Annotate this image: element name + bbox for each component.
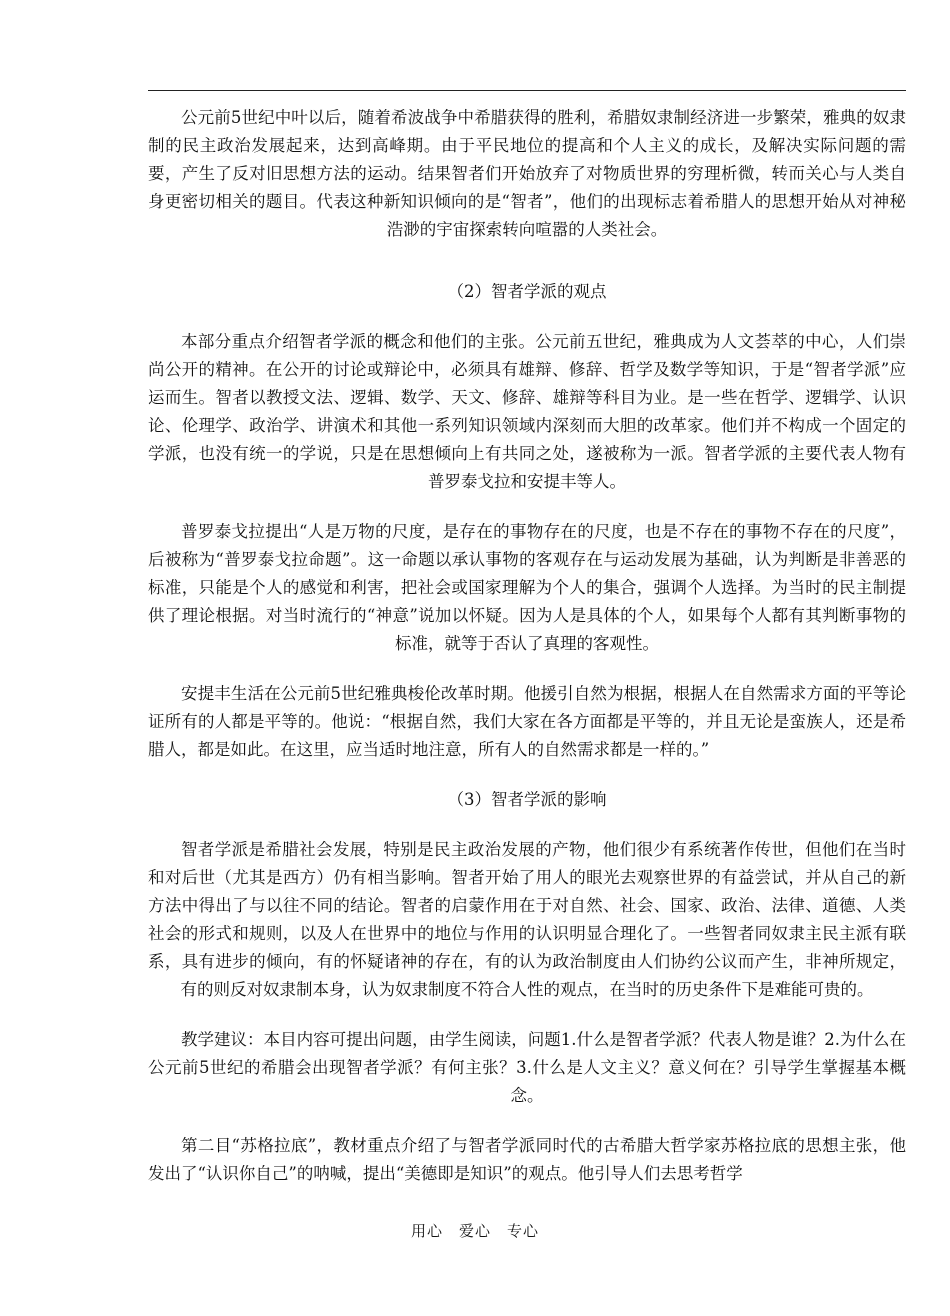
paragraph-background: 公元前5世纪中叶以后，随着希波战争中希腊获得的胜利，希腊奴隶制经济进一步繁荣，雅典的奴隶制的民主政治发展起来，达到高峰期。由于平民地位的提高和个人主义的成长，及解决实际问题的需要，产生了反对旧思想方法的运动。结果智者们开始放弃了对物质世界的穷理析微，转而关心与人类自身更密切相关的题目。代表这种新知识倾向的是“智者”，他们的出现标志着希腊人的思想开始从对神秘浩渺的宇宙探索转向喧嚣的人类社会。	[148, 108, 906, 239]
paragraph-influence: 智者学派是希腊社会发展，特别是民主政治发展的产物，他们很少有系统著作传世，但他们在当时和对后世（尤其是西方）仍有相当影响。智者开始了用人的眼光去观察世界的有益尝试，并从自己的新方法中得出了与以往不同的结论。智者的启蒙作用在于对自然、社会、国家、政治、法律、道德、人类社会的形式和规则，以及人在世界中的地位与作用的认识明显合理化了。一些智者同奴隶主民主派有联系，具有进步的倾向，有的怀疑诸神的存在，有的认为政治制度由人们协约公议而产生，非神所规定，有的则反对奴隶制本身，认为奴隶制度不符合人性的观点，在当时的历史条件下是难能可贵的。	[148, 840, 906, 999]
paragraph-socrates: 第二目“苏格拉底”，教材重点介绍了与智者学派同时代的古希腊大哲学家苏格拉底的思想主张，他发出了“认识你自己”的呐喊，提出“美德即是知识”的观点。他引导人们去思考哲学	[148, 1136, 906, 1183]
section-heading-influence: （3）智者学派的影响	[447, 790, 607, 809]
document-body	[148, 104, 906, 1188]
paragraph-sophists-intro: 本部分重点介绍智者学派的概念和他们的主张。公元前五世纪，雅典成为人文荟萃的中心，人们崇尚公开的精神。在公开的讨论或辩论中，必须具有雄辩、修辞、哲学及数学等知识，于是“智者学派”应运而生。智者以教授文法、逻辑、数学、天文、修辞、雄辩等科目为业。是一些在哲学、逻辑学、认识论、伦理学、政治学、讲演术和其他一系列知识领域内深刻而大胆的改革家。他们并不构成一个固定的学派，也没有统一的学说，只是在思想倾向上有共同之处，遂被称为一派。智者学派的主要代表人物有普罗泰戈拉和安提丰等人。	[148, 332, 906, 491]
page-footer: 用心 爱心 专心	[410, 1222, 539, 1240]
section-heading-viewpoints: （2）智者学派的观点	[447, 282, 607, 301]
header-rule	[148, 90, 906, 91]
paragraph-protagoras: 普罗泰戈拉提出“人是万物的尺度，是存在的事物存在的尺度，也是不存在的事物不存在的尺度”，后被称为“普罗泰戈拉命题”。这一命题以承认事物的客观存在与运动发展为基础，认为判断是非善恶的标准，只能是个人的感觉和利害，把社会或国家理解为个人的集合，强调个人选择。为当时的民主制提供了理论根据。对当时流行的“神意”说加以怀疑。因为人是具体的个人，如果每个人都有其判断事物的标准，就等于否认了真理的客观性。	[148, 522, 906, 653]
paragraph-teaching-advice: 教学建议：本目内容可提出问题，由学生阅读，问题1.什么是智者学派？代表人物是谁？2.为什么在公元前5世纪的希腊会出现智者学派？有何主张？3.什么是人文主义？意义何在？引导学生掌握基本概念。	[148, 1030, 906, 1105]
paragraph-antiphon: 安提丰生活在公元前5世纪雅典梭伦改革时期。他援引自然为根据，根据人在自然需求方面的平等论证所有的人都是平等的。他说：“根据自然，我们大家在各方面都是平等的，并且无论是蛮族人，还是希腊人，都是如此。在这里，应当适时地注意，所有人的自然需求都是一样的。”	[148, 684, 906, 759]
